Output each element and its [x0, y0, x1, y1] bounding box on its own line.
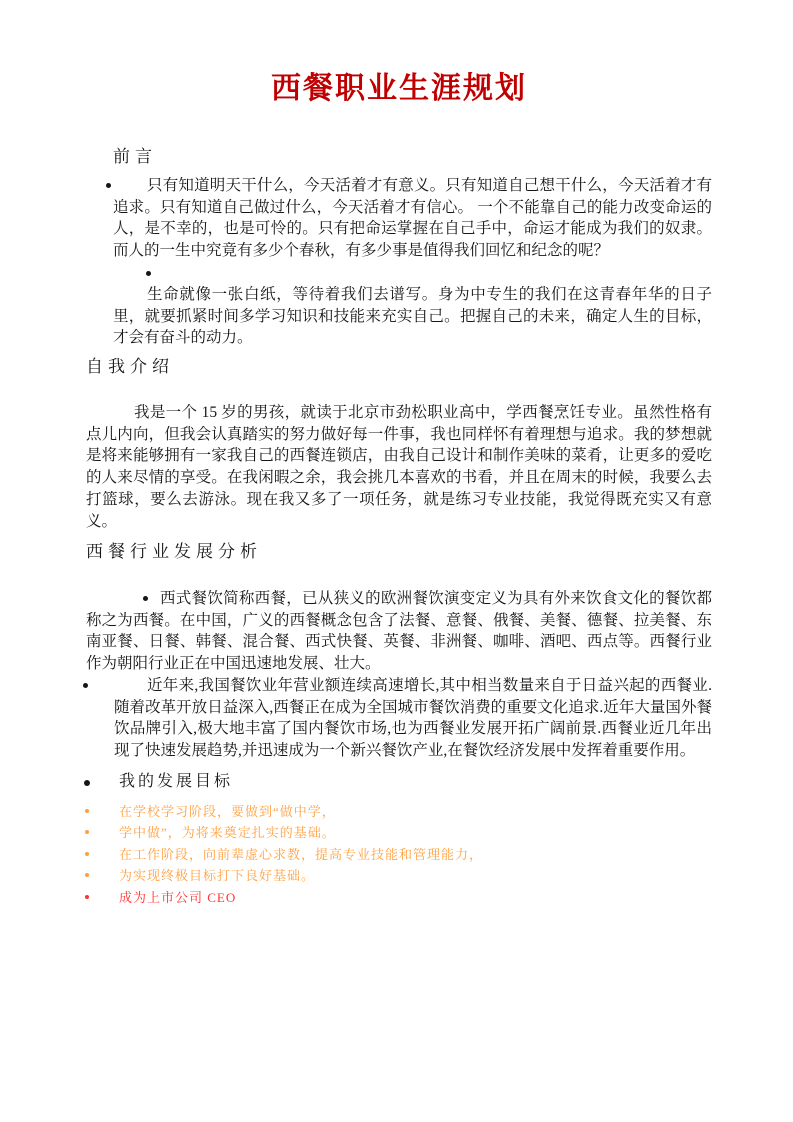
goal-list-item: [86, 846, 712, 863]
empty-list-item: [146, 266, 166, 282]
goal-item-text: 在学校学习阶段，要做到“做中学，: [119, 804, 336, 819]
bullet-icon: [85, 895, 89, 899]
goal-item-text: 成为上市公司 CEO: [119, 890, 237, 905]
bullet-icon: [85, 852, 89, 856]
self-intro-heading: 自我介绍: [86, 357, 174, 376]
self-intro-paragraph-text: 我是一个 15 岁的男孩，就读于北京市劲松职业高中，学西餐烹饪专业。虽然性格有点儿内向，但我会认真踏实的努力做好每一件事，我也同样怀有着理想与追求。我的梦想就是将来能够拥有一家我自己的西餐连锁店，由我自己设计和制作美味的菜肴，让更多的爱吃的人来尽情的享受。在我闲暇之余，我会挑几本喜欢的书看，并且在周末的时候，我要么去打篮球，要么去游泳。现在我又多了一项任务，就是练习专业技能，我觉得既充实又有意义。: [86, 404, 712, 530]
industry-paragraph-1: [86, 588, 712, 675]
industry-paragraph-2: [114, 675, 712, 762]
bullet-icon: [83, 683, 88, 688]
industry-heading: 西餐行业发展分析: [86, 542, 262, 561]
goal-list-item: [86, 824, 712, 841]
goal-list-item: [86, 867, 712, 884]
document-title: 西餐职业生涯规划: [271, 72, 527, 105]
industry-paragraph-1-text: 西式餐饮简称西餐，已从狭义的欧洲餐饮演变定义为具有外来饮食文化的餐饮都称之为西餐。在中国，广义的西餐概念包含了法餐、意餐、俄餐、美餐、德餐、拉美餐、东南亚餐、日餐、韩餐、混合餐、西式快餐、英餐、非洲餐、咖啡、酒吧、西点等。西餐行业作为朝阳行业正在中国迅速地发展、壮大。: [86, 590, 712, 673]
document-content: [86, 0, 712, 1122]
goal-item-text: 在工作阶段，向前辈虚心求教，提高专业技能和管理能力，: [119, 847, 484, 862]
bullet-icon: [84, 780, 90, 786]
bullet-icon: [85, 873, 89, 877]
preface-paragraph-1: [113, 175, 712, 262]
bullet-icon: [146, 271, 151, 276]
industry-paragraph-2-text: 近年来,我国餐饮业年营业额连续高速增长,其中相当数量来自于日益兴起的西餐业.随着改革开放日益深入,西餐正在成为全国城市餐饮消费的重要文化追求.近年大量国外餐饮品牌引入,极大地丰富了国内餐饮市场,也为西餐业发展开拓广阔前景.西餐业近几年出现了快速发展趋势,并迅速成为一个新兴餐饮产业,在餐饮经济发展中发挥着重要作用。: [114, 677, 712, 760]
goal-item-text: 为实现终极目标打下良好基础。: [119, 868, 316, 883]
bullet-icon: [85, 830, 89, 834]
bullet-icon: [143, 596, 148, 601]
goals-heading-text: 我的发展目标: [119, 773, 234, 790]
bullet-icon: [106, 183, 111, 188]
goal-list-item: [86, 803, 712, 820]
preface-paragraph-2: [113, 284, 712, 349]
goals-heading-row: [86, 771, 233, 793]
self-intro-paragraph: [86, 402, 712, 532]
goal-list-item-final: [86, 889, 712, 906]
preface-heading: 前言: [113, 147, 157, 166]
goal-item-text: 学中做”，为将来奠定扎实的基础。: [119, 825, 336, 840]
preface-paragraph-1-text: 只有知道明天干什么，今天活着才有意义。只有知道自己想干什么，今天活着才有追求。只有知道自己做过什么，今天活着才有信心。 一个不能靠自己的能力改变命运的人，是不幸的，也是可怜的。只有把命运掌握在自己手中，命运才能成为我们的奴隶。而人的一生中究竟有多少个春秋，有多少事是值得我们回忆和纪念的呢？: [113, 177, 712, 260]
bullet-icon: [85, 809, 89, 813]
preface-paragraph-2-text: 生命就像一张白纸，等待着我们去谱写。身为中专生的我们在这青春年华的日子里，就要抓紧时间多学习知识和技能来充实自己。把握自己的未来，确定人生的目标，才会有奋斗的动力。: [113, 286, 712, 347]
